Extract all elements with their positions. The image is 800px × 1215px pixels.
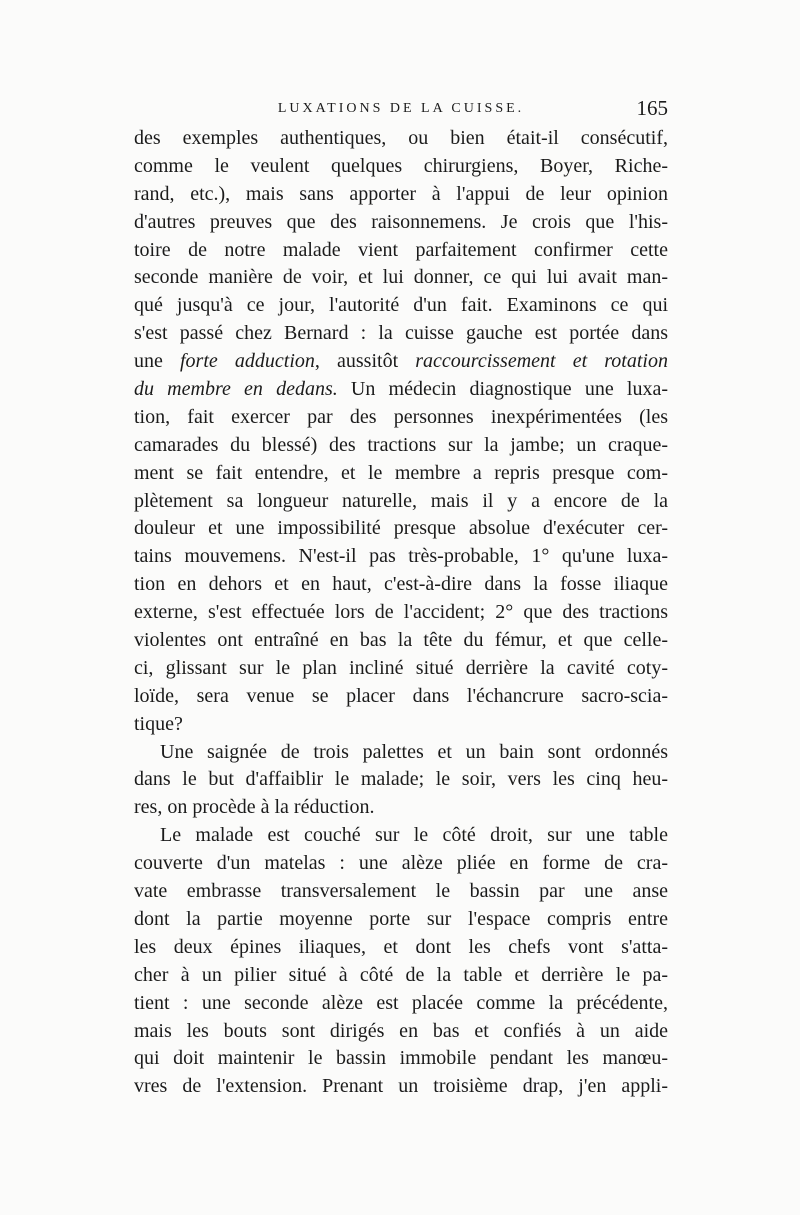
text-line: qui doit maintenir le bassin immobile pendant les manœu- [134,1047,668,1070]
text-line: les deux épines iliaques, et dont les chefs vont s'atta- [134,935,668,958]
text-line [134,376,668,404]
text-line: loïde, sera venue se placer dans l'échancrure sacro-scia- [134,684,668,707]
text-run: , aussitôt [314,350,416,373]
text-line: res, on procède à la réduction. [134,796,375,819]
page-number: 165 [636,96,668,120]
text-line: Le malade est couché sur le côté droit, sur une table [160,824,668,847]
text-line: plètement sa longueur naturelle, mais il y a encore de la [134,489,668,512]
text-line: couverte d'un matelas : une alèze pliée en forme de cra- [134,852,668,875]
text-line: tains mouvemens. N'est-il pas très-probable, 1° qu'une luxa- [134,545,668,568]
text-line: dans le but d'affaiblir le malade; le soir, vers les cinq heu- [134,768,668,791]
text-line: tique? [134,712,183,735]
body-text [134,125,668,1101]
text-line: violentes ont entraîné en bas la tête du fémur, et que celle- [134,629,668,652]
text-line: externe, s'est effectuée lors de l'accident; 2° que des tractions [134,601,668,624]
text-line: toire de notre malade vient parfaitement confirmer cette [134,238,668,261]
text-line: d'autres preuves que des raisonnemens. Je crois que l'his- [134,210,668,233]
text-line: ment se fait entendre, et le membre a repris presque com- [134,461,668,484]
text-line: vate embrasse transversalement le bassin par une anse [134,880,668,903]
text-line: comme le veulent quelques chirurgiens, Boyer, Riche- [134,154,668,177]
running-head [134,96,668,120]
text-line: dont la partie moyenne porte sur l'espace compris entre [134,907,668,930]
text-line: ci, glissant sur le plan incliné situé derrière la cavité coty- [134,656,668,679]
text-line [134,348,668,376]
text-line: tient : une seconde alèze est placée comme la précédente, [134,991,668,1014]
text-line: rand, etc.), mais sans apporter à l'appui de leur opinion [134,182,668,205]
text-line: camarades du blessé) des tractions sur la jambe; un craque- [134,433,668,456]
text-line: s'est passé chez Bernard : la cuisse gauche est portée dans [134,322,668,345]
text-line: tion en dehors et en haut, c'est-à-dire dans la fosse iliaque [134,573,668,596]
text-line: seconde manière de voir, et lui donner, ce qui lui avait man- [134,266,668,289]
text-line: des exemples authentiques, ou bien était-il consécutif, [134,127,668,149]
text-line: Une saignée de trois palettes et un bain sont ordonnés [160,740,668,763]
text-line: mais les bouts sont dirigés en bas et confiés à un aide [134,1019,668,1042]
italic-run: forte adduction [180,350,315,373]
text-run: Un médecin diagnostique une luxa- [337,378,668,401]
text-run: une [134,350,180,373]
italic-run: du membre en dedans. [134,378,338,401]
running-title: LUXATIONS DE LA CUISSE. [277,101,525,116]
text-line: vres de l'extension. Prenant un troisième drap, j'en appli- [134,1075,668,1098]
text-line: qué jusqu'à ce jour, l'autorité d'un fait. Examinons ce qui [134,294,668,317]
text-line: tion, fait exercer par des personnes inexpérimentées (les [134,405,668,428]
italic-run: raccourcissement et rotation [415,350,668,373]
text-line: cher à un pilier situé à côté de la table et derrière le pa- [134,963,668,986]
text-line: douleur et une impossibilité presque absolue d'exécuter cer- [134,517,668,540]
